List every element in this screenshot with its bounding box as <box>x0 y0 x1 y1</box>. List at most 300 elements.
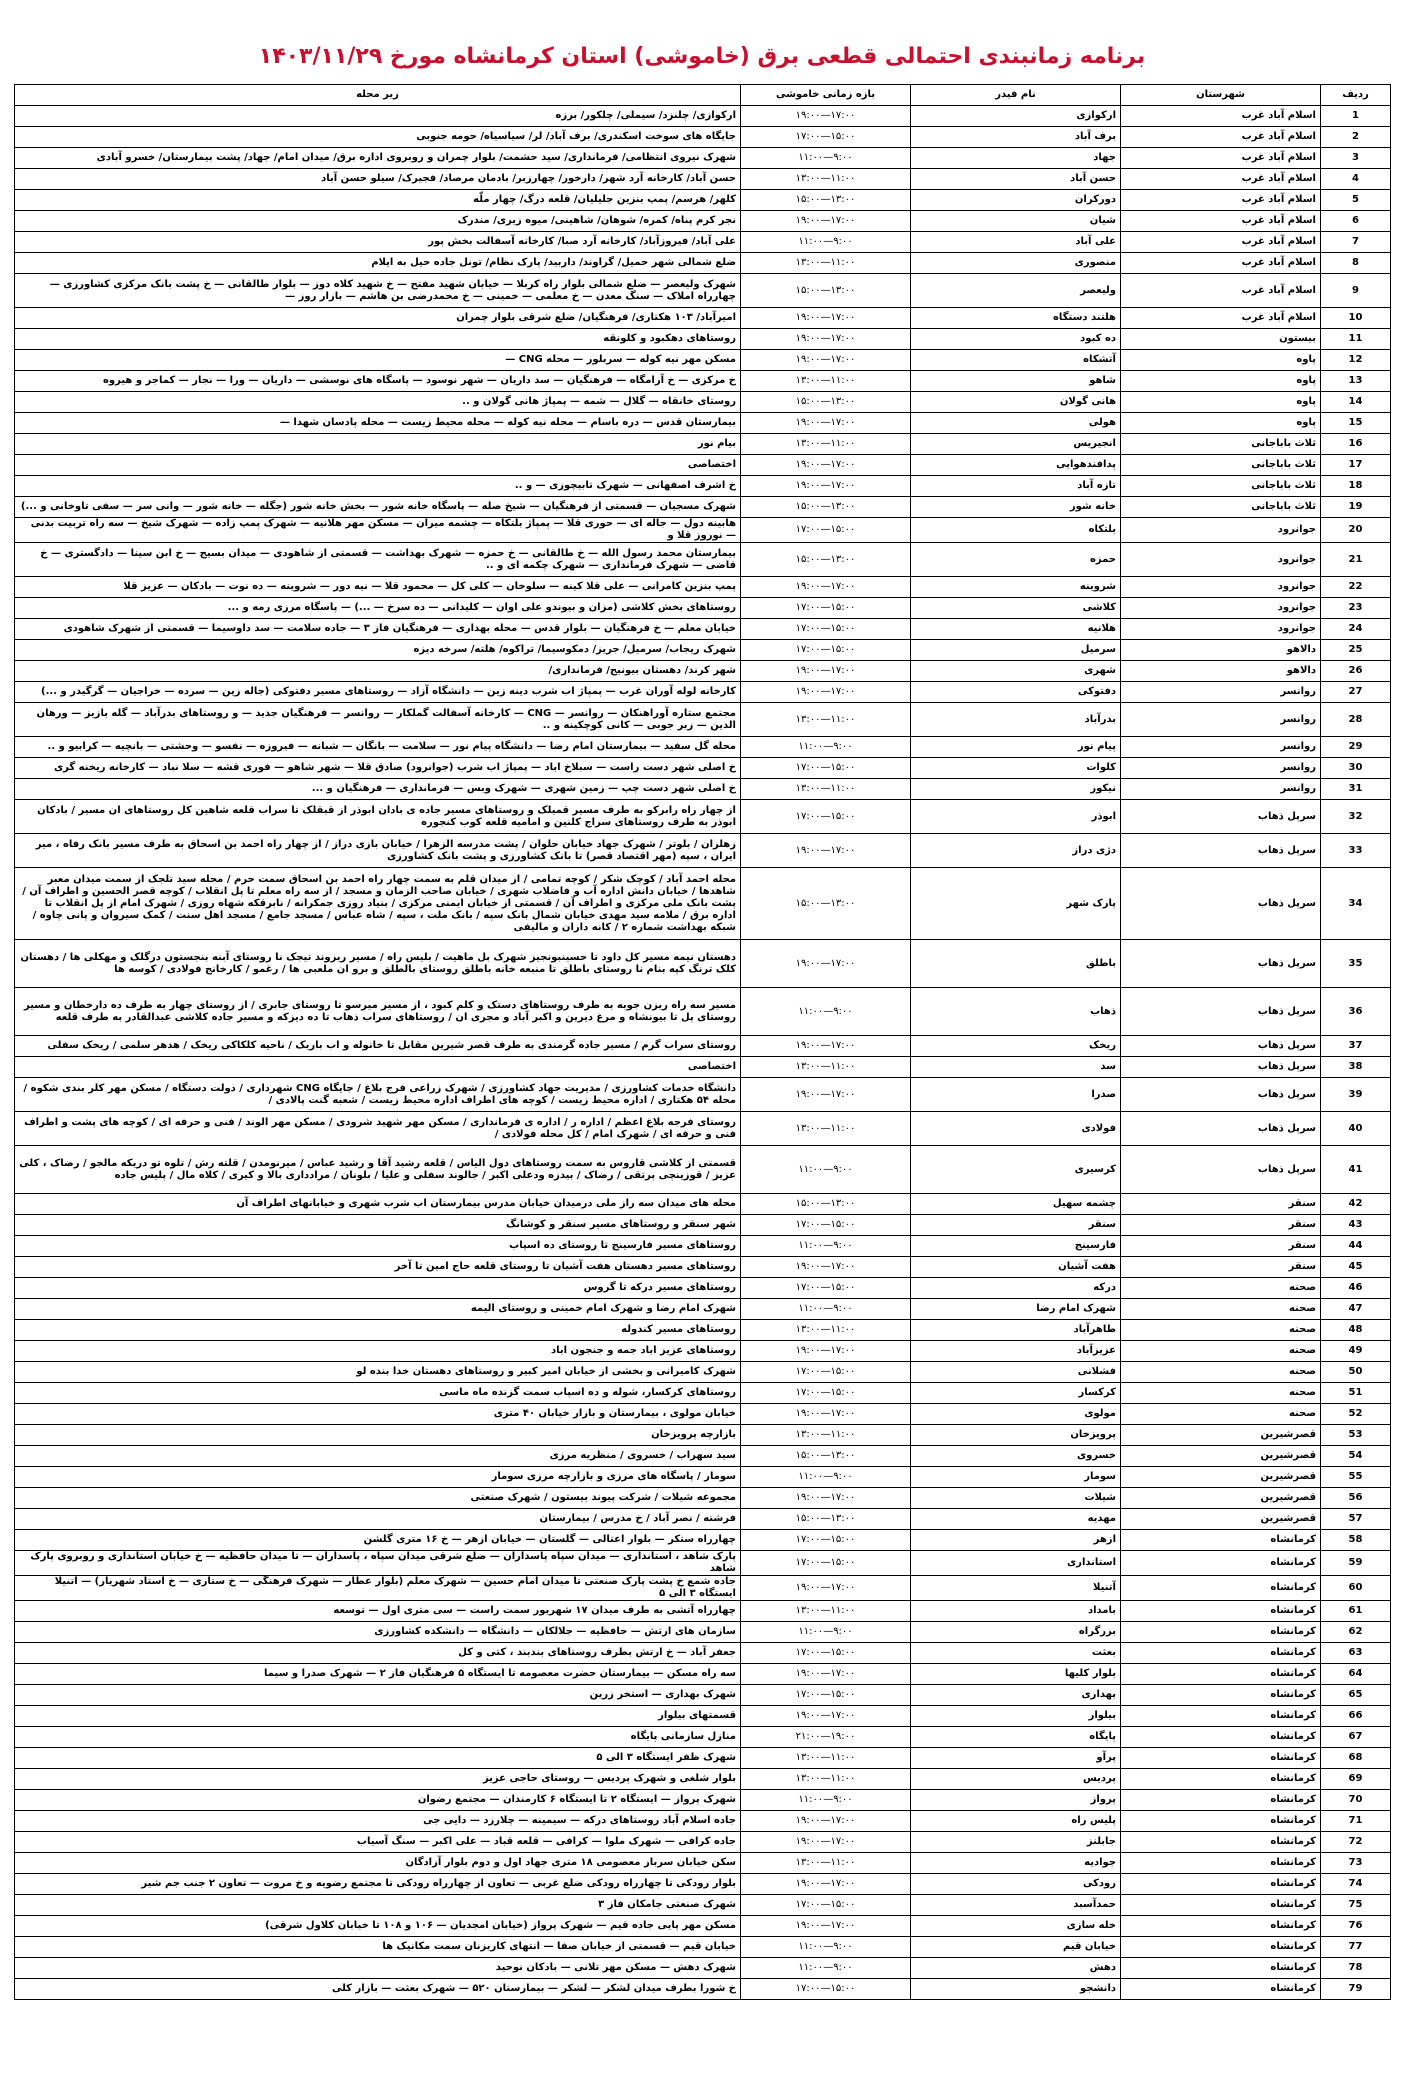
row-number: 76 <box>1321 1916 1391 1937</box>
feeder-cell: فارسینج <box>911 1236 1121 1257</box>
area-cell: هابینه دول — جاله ای — حوری قلا — پمپاژ بلتکاه — چشمه میران — مسکن مهر هلانیه — شهرک پمپ زاده — شهرک شیخ — سه راه تربیت بدنی — نوروز قلا و <box>15 518 741 543</box>
row-number: 52 <box>1321 1404 1391 1425</box>
city-cell: کرمانشاه <box>1121 1769 1321 1790</box>
area-cell: روستاهای بخش کلاشی (مزان و بیوندو علی اوان — کلیدانی — ده سرخ — ...) — پاسگاه مرزی رمه و ... <box>15 598 741 619</box>
time-cell: ۱۳:۰۰—۱۵:۰۰ <box>741 1509 911 1530</box>
city-cell: کرمانشاه <box>1121 1706 1321 1727</box>
table-row <box>15 598 1391 619</box>
city-cell: سرپل ذهاب <box>1121 1036 1321 1057</box>
row-number: 77 <box>1321 1937 1391 1958</box>
table-row <box>15 1057 1391 1078</box>
table-row <box>15 1320 1391 1341</box>
city-cell: روانسر <box>1121 758 1321 779</box>
row-number: 16 <box>1321 434 1391 455</box>
city-cell: پاوه <box>1121 350 1321 371</box>
city-cell: کرمانشاه <box>1121 1664 1321 1685</box>
city-cell: اسلام آباد غرب <box>1121 127 1321 148</box>
table-row <box>15 253 1391 274</box>
row-number: 61 <box>1321 1601 1391 1622</box>
row-number: 14 <box>1321 392 1391 413</box>
feeder-cell: استانداری <box>911 1551 1121 1576</box>
area-cell: خیابان معلم — خ فرهنگیان — بلوار قدس — محله بهداری — فرهنگیان فاز ۳ — جاده سلامت — سد داوسیما — قسمتی از شهرک شاهودی <box>15 619 741 640</box>
row-number: 36 <box>1321 988 1391 1036</box>
feeder-cell: شروینه <box>911 577 1121 598</box>
feeder-cell: پرواز <box>911 1790 1121 1811</box>
feeder-cell: بعثت <box>911 1643 1121 1664</box>
table-row <box>15 1874 1391 1895</box>
table-row <box>15 543 1391 577</box>
table-row <box>15 988 1391 1036</box>
area-cell: جعفر آباد — خ ارتش بطرف روستاهای بندبند ، کتی و کل <box>15 1643 741 1664</box>
city-cell: کرمانشاه <box>1121 1811 1321 1832</box>
table-row <box>15 350 1391 371</box>
time-cell: ۱۷:۰۰—۱۹:۰۰ <box>741 1664 911 1685</box>
area-cell: شهرک بهداری — استخر زرین <box>15 1685 741 1706</box>
row-number: 5 <box>1321 190 1391 211</box>
city-cell: جوانرود <box>1121 577 1321 598</box>
time-cell: ۱۵:۰۰—۱۷:۰۰ <box>741 518 911 543</box>
city-cell: اسلام آباد غرب <box>1121 274 1321 308</box>
city-cell: سرپل ذهاب <box>1121 834 1321 868</box>
table-row <box>15 1467 1391 1488</box>
city-cell: سرپل ذهاب <box>1121 1078 1321 1112</box>
row-number: 26 <box>1321 661 1391 682</box>
city-cell: روانسر <box>1121 703 1321 737</box>
table-row <box>15 1112 1391 1146</box>
area-cell: خ اشرف اصفهانی — شهرک تابیچوزی — و .. <box>15 476 741 497</box>
feeder-cell: چشمه سهیل <box>911 1194 1121 1215</box>
feeder-cell: خانه شور <box>911 497 1121 518</box>
city-cell: کرمانشاه <box>1121 1958 1321 1979</box>
row-number: 19 <box>1321 497 1391 518</box>
feeder-cell: آتشکاه <box>911 350 1121 371</box>
table-row <box>15 1601 1391 1622</box>
table-row <box>15 434 1391 455</box>
row-number: 65 <box>1321 1685 1391 1706</box>
city-cell: کرمانشاه <box>1121 1622 1321 1643</box>
feeder-cell: فشلانی <box>911 1362 1121 1383</box>
feeder-cell: جهاد <box>911 148 1121 169</box>
table-row <box>15 1790 1391 1811</box>
feeder-cell: دانشجو <box>911 1979 1121 2000</box>
table-row <box>15 1488 1391 1509</box>
row-number: 40 <box>1321 1112 1391 1146</box>
row-number: 4 <box>1321 169 1391 190</box>
row-number: 11 <box>1321 329 1391 350</box>
feeder-cell: دژی دراز <box>911 834 1121 868</box>
time-cell: ۱۳:۰۰—۱۵:۰۰ <box>741 497 911 518</box>
table-row <box>15 1895 1391 1916</box>
feeder-cell: جوادیه <box>911 1853 1121 1874</box>
feeder-cell: سنقر <box>911 1215 1121 1236</box>
area-cell: جاده اسلام آباد روستاهای درکه — سیمینه — چلارزد — دایی جی <box>15 1811 741 1832</box>
area-cell: محله احمد آباد / کوچک شکر / کوچه تمامی / از میدان قلم به سمت چهار راه احمد بن اسحاق سمت حرم / محله سید تلجک از سمت میدان معبر شاهدها / خیابان دانش اداره آب و فاضلاب شهری / خیابان صاحب الزمان و مسجد / از سه راه معلم تا پل انقلاب / کوچه قصر الحسین و اطراف آن / پشت بانک ملی مرکزی و اطراف آن / قسمتی از خیابان ایمنی مرکزی / بنیاد روزی جمکرانه / نابرقکه شهاه روزی / شهرک امام از پل انقلاب تا اداره برق / ملامه سید مهدی خیابان شمال بانک سپه / بانک ملت ، سپه / شاه عباس / مسجد جامع / مسجد اهل سنت / کمک سیروان و پانی چاوه / شبکه بهداشت شماره ۲ / کانه داران و مالیفی <box>15 868 741 940</box>
city-cell: پاوه <box>1121 371 1321 392</box>
row-number: 78 <box>1321 1958 1391 1979</box>
feeder-cell: شهرک امام رضا <box>911 1299 1121 1320</box>
feeder-cell: ارکوازی <box>911 106 1121 127</box>
table-row <box>15 1425 1391 1446</box>
feeder-cell: سد <box>911 1057 1121 1078</box>
feeder-cell: حمدآسبد <box>911 1895 1121 1916</box>
area-cell: ضلع شمالی شهر حمیل/ گراوند/ داربید/ پارک نظام/ تونل جاده حیل به ایلام <box>15 253 741 274</box>
table-row <box>15 1811 1391 1832</box>
area-cell: منازل سازمانی پایگاه <box>15 1727 741 1748</box>
row-number: 57 <box>1321 1509 1391 1530</box>
feeder-cell: باطلق <box>911 940 1121 988</box>
area-cell: اختصاصی <box>15 1057 741 1078</box>
time-cell: ۱۳:۰۰—۱۵:۰۰ <box>741 1194 911 1215</box>
feeder-cell: پدافندهوایی <box>911 455 1121 476</box>
row-number: 33 <box>1321 834 1391 868</box>
time-cell: ۱۱:۰۰—۱۳:۰۰ <box>741 169 911 190</box>
time-cell: ۱۷:۰۰—۱۹:۰۰ <box>741 308 911 329</box>
time-cell: ۱۱:۰۰—۱۳:۰۰ <box>741 703 911 737</box>
header-feeder: نام فیدر <box>911 85 1121 106</box>
city-cell: اسلام آباد غرب <box>1121 308 1321 329</box>
time-cell: ۹:۰۰—۱۱:۰۰ <box>741 1958 911 1979</box>
time-cell: ۱۷:۰۰—۱۹:۰۰ <box>741 1036 911 1057</box>
row-number: 18 <box>1321 476 1391 497</box>
city-cell: کرمانشاه <box>1121 1643 1321 1664</box>
city-cell: کرمانشاه <box>1121 1551 1321 1576</box>
time-cell: ۱۷:۰۰—۱۹:۰۰ <box>741 455 911 476</box>
area-cell: علی آباد/ فیروزآباد/ کارخانه آرد صبا/ کارخانه آسفالت بخش پور <box>15 232 741 253</box>
area-cell: سکن خیابان سرباز معصومی ۱۸ متری جهاد اول و دوم بلوار آزادگان <box>15 1853 741 1874</box>
table-row <box>15 127 1391 148</box>
table-row <box>15 1832 1391 1853</box>
city-cell: اسلام آباد غرب <box>1121 190 1321 211</box>
area-cell: شهرک صنعتی جامکان فاز ۳ <box>15 1895 741 1916</box>
outage-schedule-table <box>14 84 1391 2000</box>
area-cell: خ مرکزی — خ آرامگاه — فرهنگیان — سد داریان — شهر نوسود — پاسگاه های نوسشی — داریان — ورا — نجار — کماجر و هیروه <box>15 371 741 392</box>
area-cell: مسکن مهر نیه کوله — سربلور — محله CNG — <box>15 350 741 371</box>
table-row <box>15 1078 1391 1112</box>
table-row <box>15 1278 1391 1299</box>
feeder-cell: انجیریس <box>911 434 1121 455</box>
time-cell: ۱۳:۰۰—۱۵:۰۰ <box>741 392 911 413</box>
table-row <box>15 1383 1391 1404</box>
area-cell: روستای سراب گرم / مسیر جاده گرمندی به طرف قصر شیرین مقابل تا خانوله و اب باریک / ناحیه کلکاکی ریخک / هدهر سلمی / ریخک سفلی <box>15 1036 741 1057</box>
table-row <box>15 800 1391 834</box>
area-cell: پمپ بنزین کامرانی — علی قلا کینه — سلوخان — کلی کل — محمود قلا — نیه دور — شروینه — ده نوت — بادکان — عزیز قلا <box>15 577 741 598</box>
row-number: 42 <box>1321 1194 1391 1215</box>
area-cell: روستاهای دهکبود و کلونقه <box>15 329 741 350</box>
time-cell: ۱۷:۰۰—۱۹:۰۰ <box>741 350 911 371</box>
area-cell: امیرآباد/ ۱۰۳ هکتاری/ فرهنگیان/ ضلع شرقی بلوار چمران <box>15 308 741 329</box>
area-cell: بلوار شلغی و شهرک پردیس — روستای حاجی عزیز <box>15 1769 741 1790</box>
time-cell: ۱۵:۰۰—۱۷:۰۰ <box>741 1215 911 1236</box>
time-cell: ۱۵:۰۰—۱۷:۰۰ <box>741 1278 911 1299</box>
feeder-cell: بلتکاه <box>911 518 1121 543</box>
city-cell: قصرشیرین <box>1121 1446 1321 1467</box>
time-cell: ۱۵:۰۰—۱۷:۰۰ <box>741 1979 911 2000</box>
feeder-cell: ذهاب <box>911 988 1121 1036</box>
table-row <box>15 392 1391 413</box>
row-number: 15 <box>1321 413 1391 434</box>
city-cell: صحنه <box>1121 1341 1321 1362</box>
city-cell: صحنه <box>1121 1299 1321 1320</box>
time-cell: ۱۷:۰۰—۱۹:۰۰ <box>741 1874 911 1895</box>
feeder-cell: کلاشی <box>911 598 1121 619</box>
table-row <box>15 1979 1391 2000</box>
table-row <box>15 413 1391 434</box>
row-number: 23 <box>1321 598 1391 619</box>
city-cell: قصرشیرین <box>1121 1467 1321 1488</box>
city-cell: سرپل ذهاب <box>1121 800 1321 834</box>
row-number: 60 <box>1321 1576 1391 1601</box>
city-cell: بیستون <box>1121 329 1321 350</box>
row-number: 24 <box>1321 619 1391 640</box>
page-title: برنامه زمانبندی احتمالی قطعی برق (خاموشی) استان کرمانشاه مورخ ۱۴۰۳/۱۱/۲۹ <box>258 44 1146 69</box>
time-cell: ۹:۰۰—۱۱:۰۰ <box>741 1622 911 1643</box>
row-number: 21 <box>1321 543 1391 577</box>
area-cell: چهارراه ستکر — بلوار اعتالی — گلستان — خیابان ازهر — خ ۱۶ متری گلشن <box>15 1530 741 1551</box>
feeder-cell: بامداد <box>911 1601 1121 1622</box>
table-row <box>15 619 1391 640</box>
row-number: 51 <box>1321 1383 1391 1404</box>
table-row <box>15 779 1391 800</box>
time-cell: ۱۵:۰۰—۱۷:۰۰ <box>741 640 911 661</box>
time-cell: ۹:۰۰—۱۱:۰۰ <box>741 1236 911 1257</box>
row-number: 48 <box>1321 1320 1391 1341</box>
area-cell: روستاهای عزیز اباد جمه و جنجون اباد <box>15 1341 741 1362</box>
row-number: 41 <box>1321 1146 1391 1194</box>
city-cell: کرمانشاه <box>1121 1853 1321 1874</box>
city-cell: کرمانشاه <box>1121 1748 1321 1769</box>
row-number: 71 <box>1321 1811 1391 1832</box>
time-cell: ۱۵:۰۰—۱۷:۰۰ <box>741 619 911 640</box>
feeder-cell: پرآو <box>911 1748 1121 1769</box>
city-cell: اسلام آباد غرب <box>1121 232 1321 253</box>
time-cell: ۱۱:۰۰—۱۳:۰۰ <box>741 779 911 800</box>
time-cell: ۱۵:۰۰—۱۷:۰۰ <box>741 1643 911 1664</box>
time-cell: ۱۱:۰۰—۱۳:۰۰ <box>741 1769 911 1790</box>
feeder-cell: بلوار کلیها <box>911 1664 1121 1685</box>
row-number: 63 <box>1321 1643 1391 1664</box>
time-cell: ۱۷:۰۰—۱۹:۰۰ <box>741 1341 911 1362</box>
feeder-cell: مهدیه <box>911 1509 1121 1530</box>
time-cell: ۹:۰۰—۱۱:۰۰ <box>741 1790 911 1811</box>
feeder-cell: شهری <box>911 661 1121 682</box>
city-cell: سرپل ذهاب <box>1121 1057 1321 1078</box>
table-row <box>15 329 1391 350</box>
area-cell: روستای فرجه بلاغ اعظم / اداره ر / اداره ی فرمانداری / مسکن مهر شهید شرودی / مسکن مهر الوند / فنی و حرفه ای / کوچه های پشت و اطراف فنی و حرفه ای / شهرک امام / کل محله فولادی / <box>15 1112 741 1146</box>
feeder-cell: هانی گولان <box>911 392 1121 413</box>
feeder-cell: شیان <box>911 211 1121 232</box>
city-cell: جوانرود <box>1121 598 1321 619</box>
time-cell: ۱۵:۰۰—۱۷:۰۰ <box>741 1551 911 1576</box>
city-cell: کرمانشاه <box>1121 1916 1321 1937</box>
city-cell: اسلام آباد غرب <box>1121 169 1321 190</box>
feeder-cell: دورکران <box>911 190 1121 211</box>
row-number: 49 <box>1321 1341 1391 1362</box>
time-cell: ۱۵:۰۰—۱۷:۰۰ <box>741 1530 911 1551</box>
row-number: 46 <box>1321 1278 1391 1299</box>
feeder-cell: کلوات <box>911 758 1121 779</box>
area-cell: حسن آباد/ کارخانه آرد شهر/ دارخور/ چهارزبر/ بادمان مرصاد/ فجیرک/ سیلو حسن آباد <box>15 169 741 190</box>
feeder-cell: بیلوار <box>911 1706 1121 1727</box>
area-cell: مسیر سه راه ریزن جوبه به طرف روستاهای دستک و کلم کبود ، از مسیر میرسو تا روستای جابری / از روستای چهار به طرف ده دارخطان و مسیر روستای پل تا بیونشاه و مرغ دیرین و اکبر آباد و مجری ان / روستاهای سراب ذهاب تا ده دیزکه و مسیر جاده کلاشی عبدالقادر به طرف قلعه <box>15 988 741 1036</box>
area-cell: محله های میدان سه راز ملی درمیدان خیابان مدرس بیمارستان اب شرب شهری و خیابانهای اطراف آن <box>15 1194 741 1215</box>
table-header-row <box>15 85 1391 106</box>
table-row <box>15 758 1391 779</box>
area-cell: بازارچه پرویزخان <box>15 1425 741 1446</box>
feeder-cell: هفت آشیان <box>911 1257 1121 1278</box>
row-number: 27 <box>1321 682 1391 703</box>
table-row <box>15 577 1391 598</box>
time-cell: ۱۵:۰۰—۱۷:۰۰ <box>741 1383 911 1404</box>
table-row <box>15 1706 1391 1727</box>
city-cell: سنقر <box>1121 1215 1321 1236</box>
table-row <box>15 1341 1391 1362</box>
city-cell: ثلاث باباجانی <box>1121 497 1321 518</box>
area-cell: قسمتی از کلاشی قاروس به سمت روستاهای دول الیاس / قلعه رشید آقا و رشید عباس / میرنومدن / قلته رش / تلوه تو دریکه مالجو / رضاک ، کلی عزیز / قوزینچی پرتقی / رضاک / بیدزه ودعلی اکبر / جالوند سفلی و علیا / بلونان / مرادداری بالا و کیری / کلاه مال / پلیس جاده <box>15 1146 741 1194</box>
row-number: 79 <box>1321 1979 1391 2000</box>
area-cell: دهستان نیمه مسیر کل داود تا حسینبونجیز شهرک بل ماهیت / بلیس راه / مسیر ریزوند تیجک نا روستای آبنه بنجستون درگلک و مهکلی ها / دهستان کلک ترنگ کپه بنام نا روستای باطلق تا منبعه خانه باطلق روستای بالطلق و برو ان ملعبی ها / رغمو / کارخانج فولادی / کوسه ها <box>15 940 741 988</box>
area-cell: بیام نور <box>15 434 741 455</box>
area-cell: نجر کرم پناه/ کمره/ شوهان/ شاهینی/ میوه زیری/ مندرک <box>15 211 741 232</box>
feeder-cell: هلانیه <box>911 619 1121 640</box>
table-row <box>15 1643 1391 1664</box>
table-row <box>15 640 1391 661</box>
feeder-cell: سرمیل <box>911 640 1121 661</box>
area-cell: سید سهراب / خسروی / منظریه مرزی <box>15 1446 741 1467</box>
time-cell: ۱۱:۰۰—۱۳:۰۰ <box>741 1748 911 1769</box>
table-row <box>15 834 1391 868</box>
row-number: 68 <box>1321 1748 1391 1769</box>
time-cell: ۱۱:۰۰—۱۳:۰۰ <box>741 253 911 274</box>
time-cell: ۹:۰۰—۱۱:۰۰ <box>741 737 911 758</box>
feeder-cell: دفتوکی <box>911 682 1121 703</box>
feeder-cell: حسن آباد <box>911 169 1121 190</box>
city-cell: کرمانشاه <box>1121 1727 1321 1748</box>
area-cell: شهرک پرواز — ایستگاه ۲ تا ایستگاه ۶ کارمندان — مجتمع رضوان <box>15 1790 741 1811</box>
area-cell: سومار / پاسگاه های مرزی و بازارچه مرزی سومار <box>15 1467 741 1488</box>
table-row <box>15 190 1391 211</box>
area-cell: خیابان مولوی ، بیمارستان و بازار خیابان ۴۰ متری <box>15 1404 741 1425</box>
area-cell: شهرک مسجیان — قسمتی از فرهنگیان — شیخ صله — پاسگاه خانه شور — بخش خانه شور (جگله — خانه شور — وانی سر — سفی تاوخانی و ...) <box>15 497 741 518</box>
feeder-cell: پرویزخان <box>911 1425 1121 1446</box>
time-cell: ۱۵:۰۰—۱۷:۰۰ <box>741 758 911 779</box>
table-body <box>15 106 1391 2000</box>
header-area: زیر محله <box>15 85 741 106</box>
area-cell: روستاهای مسیر فارسینج تا روستای ده اسپاب <box>15 1236 741 1257</box>
row-number: 64 <box>1321 1664 1391 1685</box>
row-number: 25 <box>1321 640 1391 661</box>
row-number: 47 <box>1321 1299 1391 1320</box>
city-cell: صحنه <box>1121 1278 1321 1299</box>
row-number: 22 <box>1321 577 1391 598</box>
area-cell: فرشته / نصر آباد / خ مدرس / بیمارستان <box>15 1509 741 1530</box>
city-cell: کرمانشاه <box>1121 1874 1321 1895</box>
feeder-cell: کرکسار <box>911 1383 1121 1404</box>
city-cell: جوانرود <box>1121 619 1321 640</box>
time-cell: ۱۷:۰۰—۱۹:۰۰ <box>741 1404 911 1425</box>
area-cell: کلهر/ هرسم/ پمپ بنزین جلیلیان/ قلعه درگ/ چهار ملّه <box>15 190 741 211</box>
table-row <box>15 1769 1391 1790</box>
table-row <box>15 1257 1391 1278</box>
table-row <box>15 1530 1391 1551</box>
time-cell: ۱۱:۰۰—۱۳:۰۰ <box>741 371 911 392</box>
time-cell: ۱۹:۰۰—۲۱:۰۰ <box>741 1727 911 1748</box>
city-cell: سنقر <box>1121 1236 1321 1257</box>
row-number: 39 <box>1321 1078 1391 1112</box>
table-row <box>15 274 1391 308</box>
row-number: 43 <box>1321 1215 1391 1236</box>
area-cell: خیابان قیم — قسمتی از خیابان صفا — انتهای کاریزنان سمت مکانیک ها <box>15 1937 741 1958</box>
feeder-cell: خیابان قیم <box>911 1937 1121 1958</box>
time-cell: ۱۱:۰۰—۱۳:۰۰ <box>741 434 911 455</box>
city-cell: ثلاث باباجانی <box>1121 434 1321 455</box>
table-row <box>15 1446 1391 1467</box>
row-number: 50 <box>1321 1362 1391 1383</box>
time-cell: ۱۵:۰۰—۱۷:۰۰ <box>741 127 911 148</box>
table-row <box>15 661 1391 682</box>
row-number: 72 <box>1321 1832 1391 1853</box>
header-city: شهرستان <box>1121 85 1321 106</box>
city-cell: کرمانشاه <box>1121 1576 1321 1601</box>
feeder-cell: بهداری <box>911 1685 1121 1706</box>
time-cell: ۱۷:۰۰—۱۹:۰۰ <box>741 329 911 350</box>
city-cell: روانسر <box>1121 779 1321 800</box>
table-row <box>15 1853 1391 1874</box>
city-cell: کرمانشاه <box>1121 1601 1321 1622</box>
feeder-cell: شیلات <box>911 1488 1121 1509</box>
feeder-cell: پایگاه <box>911 1727 1121 1748</box>
row-number: 12 <box>1321 350 1391 371</box>
feeder-cell: خسروی <box>911 1446 1121 1467</box>
feeder-cell: درکه <box>911 1278 1121 1299</box>
row-number: 20 <box>1321 518 1391 543</box>
city-cell: اسلام آباد غرب <box>1121 106 1321 127</box>
table-row <box>15 1958 1391 1979</box>
feeder-cell: دهش <box>911 1958 1121 1979</box>
area-cell: شهرک ظفر ایستگاه ۳ الی ۵ <box>15 1748 741 1769</box>
area-cell: کارخانه لوله آوران غرب — پمپاژ اب شرب دینه زین — دانشگاه آزاد — روستاهای مسیر دفتوکی (جاله زین — سرده — خراجیان — گرگیدر و ...) <box>15 682 741 703</box>
time-cell: ۱۷:۰۰—۱۹:۰۰ <box>741 1576 911 1601</box>
table-row <box>15 476 1391 497</box>
table-row <box>15 1727 1391 1748</box>
area-cell: خ شورا بطرف میدان لشکر — لشکر — بیمارستان ۵۲۰ — شهرک بعثت — بازار کلی <box>15 1979 741 2000</box>
time-cell: ۱۷:۰۰—۱۹:۰۰ <box>741 1916 911 1937</box>
feeder-cell: پیام نور <box>911 737 1121 758</box>
city-cell: سنقر <box>1121 1194 1321 1215</box>
table-row <box>15 232 1391 253</box>
feeder-cell: طاهرآباد <box>911 1320 1121 1341</box>
feeder-cell: بزرگراه <box>911 1622 1121 1643</box>
feeder-cell: ابوذر <box>911 800 1121 834</box>
table-row <box>15 371 1391 392</box>
row-number: 1 <box>1321 106 1391 127</box>
feeder-cell: شاهو <box>911 371 1121 392</box>
city-cell: روانسر <box>1121 682 1321 703</box>
area-cell: از چهار راه رابرکو به طرف مسیر قمیلک و روستاهای مسیر جاده ی بادان ابوذر از قبقلک تا سراب قلعه شاهین کل روستاهای ان مسیر / بادکان ابوذر به طرف روستاهای سراج کلنین و امامیه قلعه کوب کنجوره <box>15 800 741 834</box>
feeder-cell: جابلنز <box>911 1832 1121 1853</box>
time-cell: ۱۷:۰۰—۱۹:۰۰ <box>741 661 911 682</box>
time-cell: ۱۷:۰۰—۱۹:۰۰ <box>741 940 911 988</box>
area-cell: خ اصلی شهر دست چپ — زمین شهری — شهرک وبس — فرمانداری — فرهنگیان و ... <box>15 779 741 800</box>
row-number: 59 <box>1321 1551 1391 1576</box>
city-cell: صحنه <box>1121 1383 1321 1404</box>
time-cell: ۱۵:۰۰—۱۷:۰۰ <box>741 1895 911 1916</box>
feeder-cell: هولی <box>911 413 1121 434</box>
city-cell: قصرشیرین <box>1121 1425 1321 1446</box>
row-number: 37 <box>1321 1036 1391 1057</box>
feeder-cell: مولوی <box>911 1404 1121 1425</box>
area-cell: بیمارستان محمد رسول الله — خ طالقانی — خ حمزه — شهرک بهداشت — قسمتی از شاهودی — میدان بسیج — خ ابن سینا — دادگستری — خ قاضی — شهرک فرمانداری — شهرک چکمه ای و .. <box>15 543 741 577</box>
time-cell: ۹:۰۰—۱۱:۰۰ <box>741 1937 911 1958</box>
